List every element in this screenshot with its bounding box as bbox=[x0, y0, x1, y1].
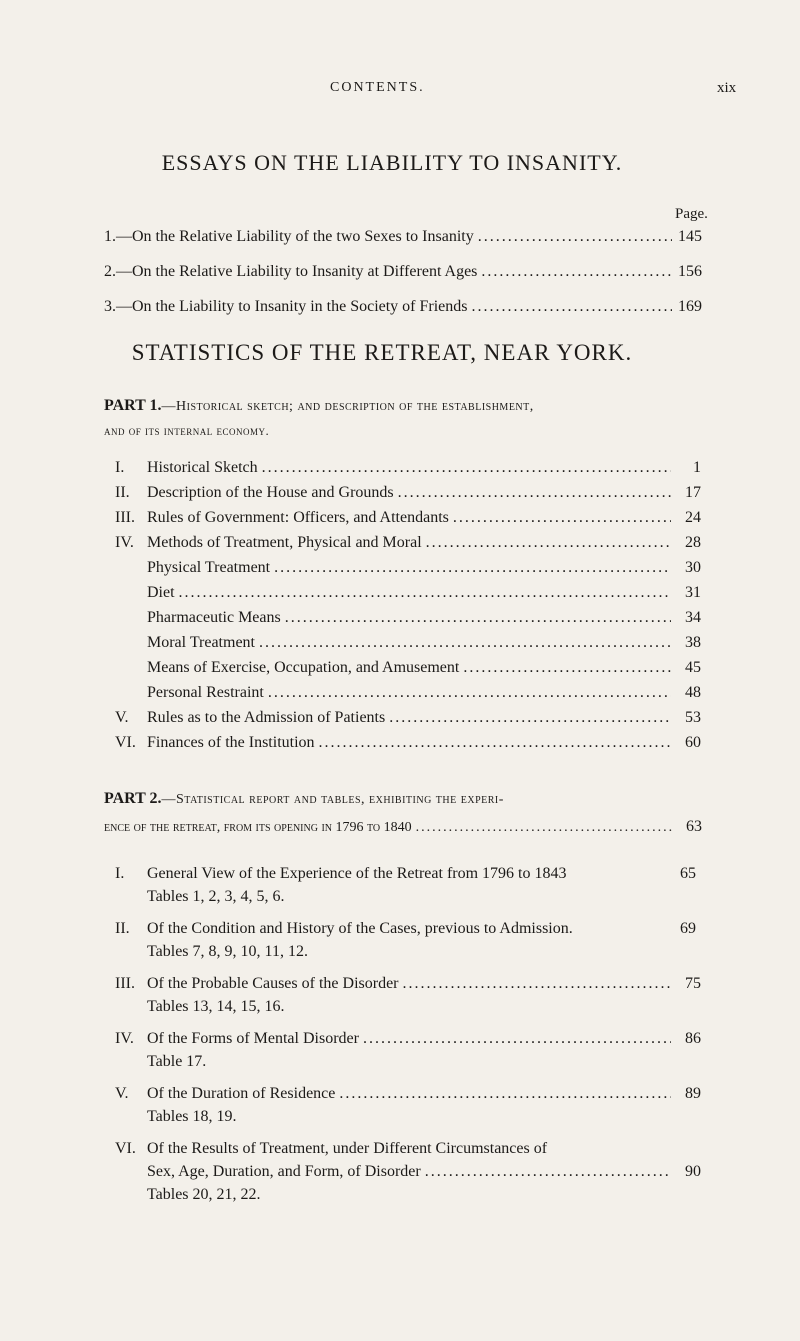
toc-entry-numeral: I. bbox=[115, 865, 125, 882]
toc-entry-tables: Tables 7, 8, 9, 10, 11, 12. bbox=[147, 943, 308, 960]
toc-entry-title: Moral Treatment bbox=[147, 634, 255, 651]
toc-entry-title: Rules of Government: Officers, and Attendants bbox=[147, 509, 449, 526]
toc-entry-page: 31 bbox=[685, 584, 701, 601]
toc-entry bbox=[115, 709, 701, 727]
page-column-label: Page. bbox=[675, 206, 708, 222]
toc-entry-page: 65 bbox=[680, 865, 696, 882]
toc-entry bbox=[115, 509, 701, 527]
toc-entry-page: 60 bbox=[685, 734, 701, 751]
toc-entry-tables: Tables 1, 2, 3, 4, 5, 6. bbox=[147, 888, 285, 905]
part2-label: PART 2. bbox=[104, 790, 162, 807]
toc-subentry bbox=[147, 559, 701, 577]
toc-entry-title: Of the Probable Causes of the Disorder bbox=[147, 975, 399, 992]
toc-entry-title: Methods of Treatment, Physical and Moral bbox=[147, 534, 422, 551]
toc-entry-continuation bbox=[147, 1163, 701, 1181]
toc-entry-page: 156 bbox=[678, 263, 702, 280]
toc-entry-page: 86 bbox=[685, 1030, 701, 1047]
toc-entry-page: 17 bbox=[685, 484, 701, 501]
toc-entry-tables: Table 17. bbox=[147, 1053, 207, 1070]
toc-entry bbox=[115, 459, 701, 477]
toc-entry-numeral: V. bbox=[115, 1085, 129, 1102]
toc-entry bbox=[115, 534, 701, 552]
toc-entry-title: Of the Condition and History of the Cases, previous to Admission. bbox=[147, 920, 573, 937]
toc-entry bbox=[115, 734, 701, 752]
toc-subentry bbox=[147, 584, 701, 602]
toc-entry-page: 45 bbox=[685, 659, 701, 676]
toc-entry-title: 1.—On the Relative Liability of the two Sexes to Insanity bbox=[104, 228, 474, 245]
toc-entry-numeral: IV. bbox=[115, 534, 134, 551]
toc-entry bbox=[104, 228, 702, 246]
toc-entry-title: Of the Duration of Residence bbox=[147, 1085, 336, 1102]
part1-heading-text-line2: and of its internal economy. bbox=[104, 423, 270, 438]
toc-subentry bbox=[147, 609, 701, 627]
toc-entry-numeral: IV. bbox=[115, 1030, 134, 1047]
toc-entry-page: 53 bbox=[685, 709, 701, 726]
toc-entry-page: 63 bbox=[686, 818, 702, 835]
toc-entry-numeral: I. bbox=[115, 459, 125, 476]
toc-entry-title: Pharmaceutic Means bbox=[147, 609, 281, 626]
toc-entry-page: 75 bbox=[685, 975, 701, 992]
toc-entry bbox=[104, 263, 702, 281]
part1-heading bbox=[104, 397, 704, 439]
part2-heading-text: —Statistical report and tables, exhibiting the experi- bbox=[161, 792, 504, 807]
toc-entry-title: General View of the Experience of the Retreat from 1796 to 1843 bbox=[147, 865, 567, 882]
toc-entry bbox=[104, 298, 702, 316]
toc-entry-numeral: VI. bbox=[115, 1140, 136, 1157]
toc-entry-page: 38 bbox=[685, 634, 701, 651]
part1-label: PART 1. bbox=[104, 397, 162, 414]
toc-entry-title: Description of the House and Grounds bbox=[147, 484, 394, 501]
running-head bbox=[0, 80, 800, 106]
toc-entry bbox=[115, 1085, 701, 1103]
part2-heading-text-line2: ence of the retreat, from its opening in 1796 to 1840 bbox=[104, 820, 412, 835]
toc-entry-numeral: VI. bbox=[115, 734, 136, 751]
toc-entry-page: 48 bbox=[685, 684, 701, 701]
toc-entry-title: Personal Restraint bbox=[147, 684, 264, 701]
toc-entry-tables: Tables 20, 21, 22. bbox=[147, 1186, 261, 1203]
toc-entry-page: 1 bbox=[693, 459, 701, 476]
toc-entry-page: 34 bbox=[685, 609, 701, 626]
part2-heading bbox=[104, 790, 704, 808]
toc-entry-title: Finances of the Institution bbox=[147, 734, 315, 751]
toc-subentry bbox=[147, 634, 701, 652]
toc-entry-title: 3.—On the Liability to Insanity in the Society of Friends bbox=[104, 298, 468, 315]
toc-entry-page: 145 bbox=[678, 228, 702, 245]
part1-heading-text: —Historical sketch; and description of the establishment, bbox=[161, 399, 534, 414]
toc-entry-page: 89 bbox=[685, 1085, 701, 1102]
toc-entry-page: 28 bbox=[685, 534, 701, 551]
toc-entry-page: 169 bbox=[678, 298, 702, 315]
toc-entry-title: 2.—On the Relative Liability to Insanity at Different Ages bbox=[104, 263, 478, 280]
toc-entry-numeral: III. bbox=[115, 509, 135, 526]
toc-entry bbox=[115, 1030, 701, 1048]
part2-heading-line2 bbox=[104, 818, 702, 836]
running-head-title: CONTENTS. bbox=[330, 80, 425, 95]
toc-entry-tables: Tables 18, 19. bbox=[147, 1108, 237, 1125]
essays-section-title: ESSAYS ON THE LIABILITY TO INSANITY. bbox=[161, 150, 623, 175]
toc-entry-page: 30 bbox=[685, 559, 701, 576]
toc-entry-numeral: III. bbox=[115, 975, 135, 992]
toc-subentry bbox=[147, 684, 701, 702]
toc-entry bbox=[115, 975, 701, 993]
toc-entry-title: Historical Sketch bbox=[147, 459, 258, 476]
toc-entry-title-line2: Sex, Age, Duration, and Form, of Disorder bbox=[147, 1163, 421, 1180]
statistics-section-title: STATISTICS OF THE RETREAT, NEAR YORK. bbox=[131, 340, 633, 365]
toc-entry-numeral: V. bbox=[115, 709, 129, 726]
toc-entry bbox=[115, 484, 701, 502]
toc-entry-title: Of the Forms of Mental Disorder bbox=[147, 1030, 359, 1047]
toc-entry-page: 90 bbox=[685, 1163, 701, 1180]
toc-entry-numeral: II. bbox=[115, 484, 130, 501]
toc-entry-title: Rules as to the Admission of Patients bbox=[147, 709, 386, 726]
toc-entry-title: Physical Treatment bbox=[147, 559, 271, 576]
toc-entry-title: Diet bbox=[147, 584, 175, 601]
toc-entry-page: 69 bbox=[680, 920, 696, 937]
toc-entry-title: Means of Exercise, Occupation, and Amusement bbox=[147, 659, 460, 676]
toc-entry-tables: Tables 13, 14, 15, 16. bbox=[147, 998, 285, 1015]
toc-entry-numeral: II. bbox=[115, 920, 130, 937]
toc-entry-title: Of the Results of Treatment, under Different Circumstances of bbox=[147, 1140, 548, 1157]
toc-subentry bbox=[147, 659, 701, 677]
running-head-page-number: xix bbox=[717, 80, 737, 96]
toc-entry-page: 24 bbox=[685, 509, 701, 526]
